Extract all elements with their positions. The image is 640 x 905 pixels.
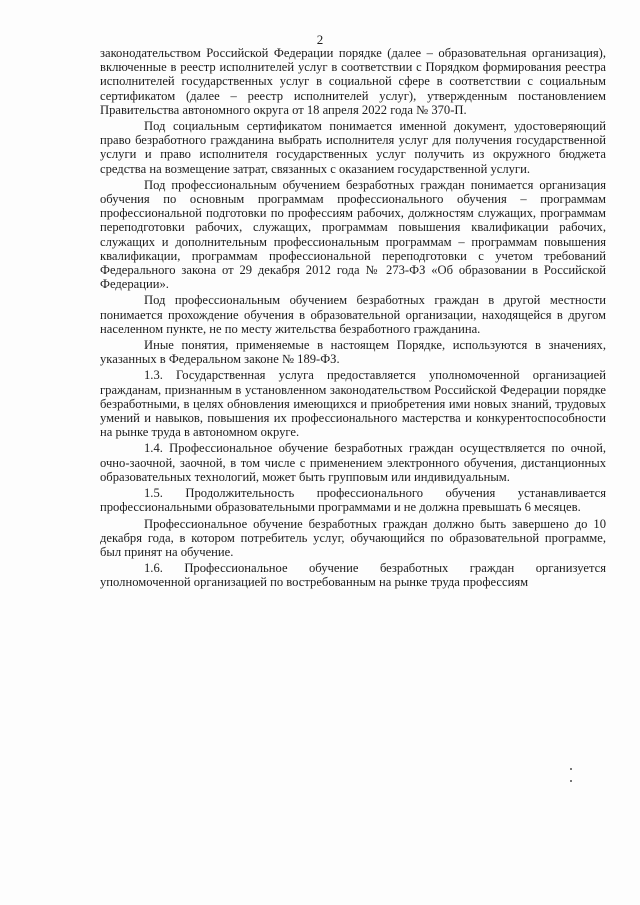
scan-mark	[570, 768, 572, 784]
document-body	[100, 46, 606, 590]
paragraph-1-5: 1.5. Продолжительность профессионального обучения устанавливается профессиональными образовательными программами и не должна превышать 6 месяцев.	[100, 486, 606, 515]
paragraph-1-6: 1.6. Профессиональное обучение безработных граждан организуется уполномоченной организацией по востребованным на рынке труда профессиям	[100, 561, 606, 590]
paragraph-social-certificate: Под социальным сертификатом понимается именной документ, удостоверяющий право безработного гражданина выбрать исполнителя услуг для получения государственной услуги и право исполнителя государственных услуг получить из окружного бюджета средства на возмещение затрат, связанных с оказанием государственной услуги.	[100, 119, 606, 176]
paragraph-1-3: 1.3. Государственная услуга предоставляется уполномоченной организацией гражданам, признанным в установленном законодательством Российской Федерации порядке безработными, в целях обновления имеющихся и приобретения ими новых знаний, трудовых умений и навыков, повышения их профессионального мастерства и конкурентоспособности на рынке труда в автономном округе.	[100, 368, 606, 440]
paragraph-training-other-locality: Под профессиональным обучением безработных граждан в другой местности понимается прохождение обучения в образовательной организации, находящейся в другом населенном пункте, не по месту жительства безработного гражданина.	[100, 293, 606, 336]
page-number: 2	[316, 32, 324, 47]
paragraph-completion-deadline: Профессиональное обучение безработных граждан должно быть завершено до 10 декабря года, в котором потребитель услуг, обучающийся по образовательной программе, был принят на обучение.	[100, 516, 606, 559]
paragraph-continuation: законодательством Российской Федерации порядке (далее – образовательная организация), включенные в реестр исполнителей услуг в соответствии с Порядком формирования реестра исполнителей государственных услуг в социальной сфере в соответствии с социальным сертификатом (далее – реестр исполнителей услуг), утвержденным постановлением Правительства автономного округа от 18 апреля 2022 года № 370-П.	[100, 46, 606, 117]
paragraph-other-terms: Иные понятия, применяемые в настоящем Порядке, используются в значениях, указанных в Федеральном законе № 189-ФЗ.	[100, 338, 606, 367]
paragraph-professional-training-definition: Под профессиональным обучением безработных граждан понимается организация обучения по основным программам профессионального обучения – программам профессиональной подготовки по профессиям рабочих, должностям служащих, программам переподготовки рабочих, служащих, программам повышения квалификации рабочих, служащих и дополнительным профессиональным программам – программам повышения квалификации, программам профессиональной переподготовки с учетом требований Федерального закона от 29 декабря 2012 года № 273-ФЗ «Об образовании в Российской Федерации».	[100, 177, 606, 292]
paragraph-1-4: 1.4. Профессиональное обучение безработных граждан осуществляется по очной, очно-заочной, заочной, в том числе с применением электронного обучения, дистанционных образовательных технологий, может быть групповым или индивидуальным.	[100, 441, 606, 484]
